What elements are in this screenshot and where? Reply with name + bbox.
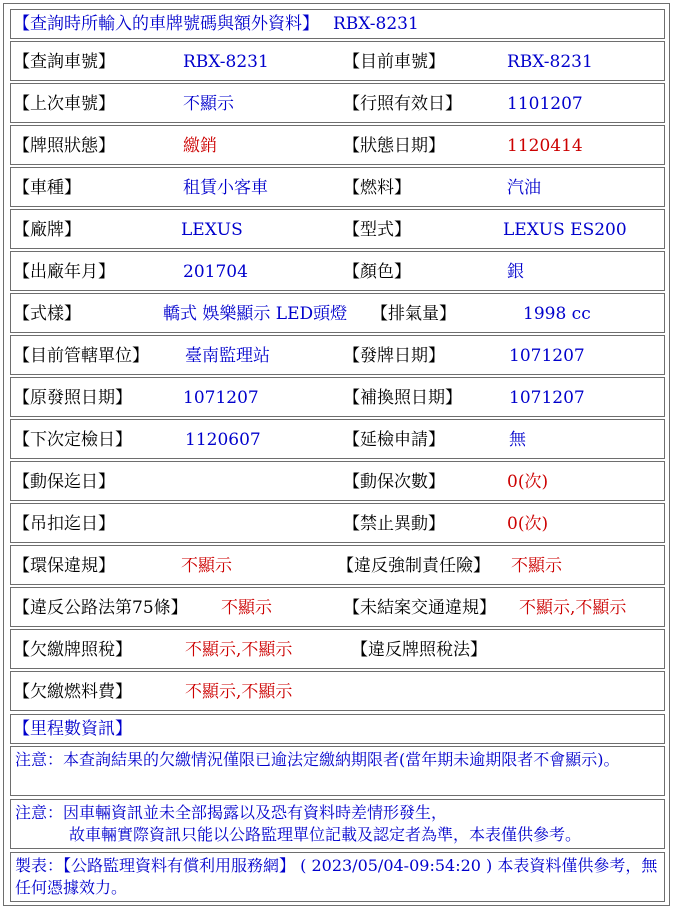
info-row bbox=[10, 83, 665, 123]
field-value: 1071207 bbox=[183, 388, 259, 408]
field-label: 【牌照狀態】 bbox=[13, 136, 115, 156]
field-value: 不顯示 bbox=[181, 556, 232, 576]
field-label: 【型式】 bbox=[343, 220, 411, 240]
field-value: 201704 bbox=[183, 262, 248, 282]
field-label: 【查詢車號】 bbox=[13, 52, 115, 72]
note1-row bbox=[10, 746, 665, 796]
field-value: 租賃小客車 bbox=[183, 178, 268, 198]
title-plate: RBX-8231 bbox=[333, 14, 419, 34]
field-label: 【上次車號】 bbox=[13, 94, 115, 114]
field-label: 【欠繳牌照稅】 bbox=[13, 640, 132, 660]
field-label: 【式樣】 bbox=[13, 304, 81, 324]
note2-line2: 故車輛實際資訊只能以公路監理單位記載及認定者為準，本表僅供參考。 bbox=[69, 825, 582, 844]
note2 bbox=[15, 802, 658, 846]
field-label: 【車種】 bbox=[13, 178, 81, 198]
info-row bbox=[10, 419, 665, 459]
field-label: 【燃料】 bbox=[343, 178, 411, 198]
field-label: 【禁止異動】 bbox=[343, 514, 445, 534]
info-row bbox=[10, 125, 665, 165]
field-label: 【原發照日期】 bbox=[13, 388, 132, 408]
field-label: 【違反強制責任險】 bbox=[337, 556, 490, 576]
info-row bbox=[10, 377, 665, 417]
field-value: LEXUS bbox=[181, 220, 243, 240]
field-value: 銀 bbox=[507, 262, 524, 282]
field-label: 【目前管轄單位】 bbox=[13, 346, 149, 366]
footer-row bbox=[10, 852, 665, 902]
field-value: 1071207 bbox=[509, 388, 585, 408]
field-value: 臺南監理站 bbox=[185, 346, 270, 366]
field-label: 【目前車號】 bbox=[343, 52, 445, 72]
field-label: 【動保次數】 bbox=[343, 472, 445, 492]
footer bbox=[15, 855, 658, 899]
info-row bbox=[10, 587, 665, 627]
mileage-row bbox=[10, 714, 665, 744]
field-value: 不顯示,不顯示 bbox=[185, 682, 293, 702]
field-value: 汽油 bbox=[507, 178, 541, 198]
field-label: 【延檢申請】 bbox=[343, 430, 445, 450]
field-value: 不顯示 bbox=[511, 556, 562, 576]
footer-source: 【公路監理資料有償利用服務網】 bbox=[63, 856, 296, 875]
info-row bbox=[10, 461, 665, 501]
field-value: 1071207 bbox=[509, 346, 585, 366]
field-value: 不顯示,不顯示 bbox=[185, 640, 293, 660]
field-value: 轎式 娛樂顯示 LED頭燈 bbox=[163, 304, 348, 324]
field-value: 0(次) bbox=[507, 514, 549, 534]
field-label: 【未結案交通違規】 bbox=[343, 598, 496, 618]
field-value: 1120414 bbox=[507, 136, 583, 156]
field-label: 【行照有效日】 bbox=[343, 94, 462, 114]
info-row bbox=[10, 629, 665, 669]
info-row bbox=[10, 293, 665, 333]
info-row bbox=[10, 503, 665, 543]
field-value: 不顯示,不顯示 bbox=[519, 598, 627, 618]
field-label: 【發牌日期】 bbox=[343, 346, 445, 366]
field-value: 1120607 bbox=[185, 430, 261, 450]
info-row bbox=[10, 545, 665, 585]
info-row bbox=[10, 335, 665, 375]
field-label: 【違反公路法第75條】 bbox=[13, 598, 188, 618]
field-value: RBX-8231 bbox=[183, 52, 269, 72]
footer-text: 本表資料僅供參考，無任何憑據效力。 bbox=[15, 856, 658, 897]
info-row bbox=[10, 671, 665, 711]
field-value: 0(次) bbox=[507, 472, 549, 492]
info-row bbox=[10, 251, 665, 291]
note2-line1: 因車輛資訊並未全部揭露以及恐有資料時差情形發生， bbox=[63, 803, 448, 822]
field-value: RBX-8231 bbox=[507, 52, 593, 72]
field-label: 【違反牌照稅法】 bbox=[351, 640, 487, 660]
title-row bbox=[10, 9, 665, 39]
field-value: 無 bbox=[509, 430, 526, 450]
mileage-header: 【里程數資訊】 bbox=[13, 719, 132, 739]
note1 bbox=[15, 749, 658, 771]
field-label: 【吊扣迄日】 bbox=[13, 514, 115, 534]
vehicle-info-table bbox=[3, 3, 670, 906]
info-row bbox=[10, 167, 665, 207]
footer-time: ( 2023/05/04-09:54:20 ) bbox=[300, 856, 493, 875]
note2-row bbox=[10, 799, 665, 849]
field-value: 繳銷 bbox=[183, 136, 217, 156]
info-row bbox=[10, 209, 665, 249]
field-label: 【動保迄日】 bbox=[13, 472, 115, 492]
field-label: 【顏色】 bbox=[343, 262, 411, 282]
field-label: 【狀態日期】 bbox=[343, 136, 445, 156]
field-value: LEXUS ES200 bbox=[503, 220, 627, 240]
field-label: 【廠牌】 bbox=[13, 220, 81, 240]
field-value: 1101207 bbox=[507, 94, 583, 114]
field-label: 【排氣量】 bbox=[371, 304, 456, 324]
footer-label: 製表： bbox=[15, 856, 64, 875]
field-value: 不顯示 bbox=[221, 598, 272, 618]
field-value: 不顯示 bbox=[183, 94, 234, 114]
note1-text: 本查詢結果的欠繳情況僅限已逾法定繳納期限者(當年期未逾期限者不會顯示)。 bbox=[63, 750, 620, 769]
field-label: 【出廠年月】 bbox=[13, 262, 115, 282]
field-label: 【環保違規】 bbox=[13, 556, 115, 576]
field-value: 1998 cc bbox=[523, 304, 591, 324]
title-label: 【查詢時所輸入的車牌號碼與額外資料】 bbox=[13, 14, 319, 34]
field-label: 【補換照日期】 bbox=[343, 388, 462, 408]
field-label: 【欠繳燃料費】 bbox=[13, 682, 132, 702]
note1-label: 注意： bbox=[15, 750, 64, 769]
note2-label: 注意： bbox=[15, 803, 64, 822]
field-label: 【下次定檢日】 bbox=[13, 430, 132, 450]
info-row bbox=[10, 41, 665, 81]
